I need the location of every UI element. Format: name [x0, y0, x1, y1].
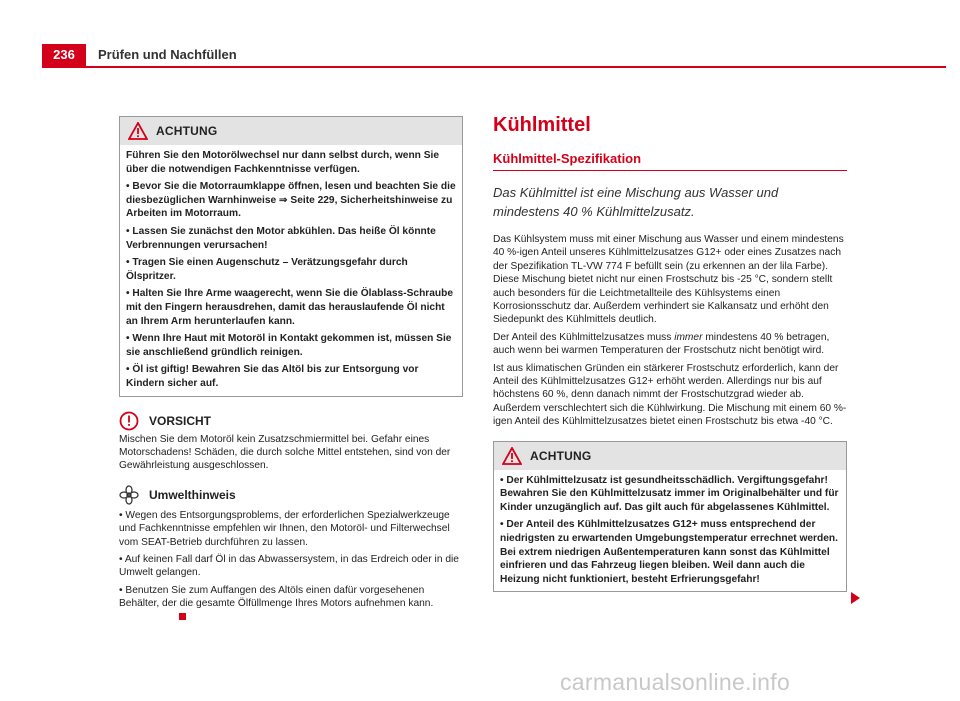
- caution-circle-icon: [119, 411, 139, 431]
- anteil-emphasis: immer: [674, 331, 703, 343]
- achtung-box-coolant: [493, 441, 847, 593]
- page-number: 236: [42, 44, 86, 66]
- left-column: [119, 116, 463, 628]
- achtung-box-oil: [119, 116, 463, 397]
- warning-triangle-icon: [502, 447, 522, 465]
- achtung-title: ACHTUNG: [156, 124, 218, 138]
- body-text: [493, 233, 847, 429]
- achtung-paragraph: • Der Anteil des Kühlmittelzusatzes G12+ muss entsprechend der niedrigsten zu erwartenden Umgebungstemperatur errechnet werden. Bei extrem niedrigen Außentemperaturen kann sonst das Kühlmittel einfrieren und das Fahrzeug liegen bleiben. Weil dann auch die Heizung nicht funktioniert, besteht Erfrierungsgefahr!: [500, 519, 838, 585]
- achtung-paragraph: • Lassen Sie zunächst den Motor abkühlen. Das heiße Öl könnte Verbrennungen verursachen!: [126, 225, 436, 251]
- achtung-paragraph: • Halten Sie Ihre Arme waagerecht, wenn Sie die Ölablass-Schraube mit den Fingern herausdrehen, damit das herauslaufende Öl nicht an Ihrem Arm herunterlaufen kann.: [126, 288, 454, 327]
- page-header: [42, 44, 946, 68]
- umwelt-paragraph: • Auf keinen Fall darf Öl in das Abwassersystem, in das Erdreich oder in die Umwelt gelangen.: [119, 553, 459, 579]
- umwelt-paragraph: • Wegen des Entsorgungsproblems, der erforderlichen Spezialwerkzeuge und Fachkenntnisse empfehlen wir Ihnen, den Motoröl- und Filterwechsel vom SEAT-Betrieb durchführen zu lassen.: [119, 509, 450, 548]
- lead-text: Das Kühlmittel ist eine Mischung aus Wasser und mindestens 40 % Kühlmittelzusatz.: [493, 185, 779, 219]
- achtung-box-body: [494, 470, 846, 592]
- umwelt-paragraph: [119, 584, 463, 624]
- achtung-box-header: [494, 442, 846, 470]
- achtung-title: ACHTUNG: [530, 448, 592, 463]
- subsection-title: Kühlmittel-Spezifikation: [493, 151, 847, 171]
- achtung-box-body: [120, 145, 462, 396]
- watermark: carmanualsonline.info: [560, 669, 791, 695]
- achtung-paragraph: • Bevor Sie die Motorraumklappe öffnen, lesen und beachten Sie die diesbezüglichen Warnhinweise ⇒ Seite 229, Sicherheitshinweise zu Arbeiten im Motorraum.: [126, 181, 456, 220]
- section-title: Kühlmittel: [493, 114, 591, 136]
- vorsicht-title: VORSICHT: [149, 413, 212, 428]
- right-column: [493, 114, 847, 592]
- vorsicht-heading: [119, 411, 463, 431]
- achtung-paragraph: • Öl ist giftig! Bewahren Sie das Altöl bis zur Entsorgung vor Kindern sicher auf.: [126, 364, 419, 389]
- achtung-paragraph: Führen Sie den Motorölwechsel nur dann selbst durch, wenn Sie über die notwendigen Fachkenntnisse verfügen.: [126, 150, 440, 175]
- body-paragraph-anteil: [493, 331, 847, 358]
- umwelt-text: [119, 509, 463, 624]
- flower-environment-icon: [119, 485, 139, 505]
- achtung-box-header: [120, 117, 462, 145]
- chapter-title: Prüfen und Nachfüllen: [98, 47, 237, 62]
- achtung-paragraph: • Tragen Sie einen Augenschutz – Verätzungsgefahr durch Ölspritzer.: [126, 257, 408, 282]
- warning-triangle-icon: [128, 122, 148, 140]
- umwelt-paragraph-text: • Benutzen Sie zum Auffangen des Altöls einen dafür vorgesehenen Behälter, der die gesamte Ölfüllmenge Ihres Motors aufnehmen kann.: [119, 584, 434, 610]
- achtung-paragraph: • Der Kühlmittelzusatz ist gesundheitsschädlich. Vergiftungsgefahr! Bewahren Sie den Kühlmittelzusatz immer im Originalbehälter und für Kinder unzugänglich auf. Das gilt auch für abgelassenes Kühlmittel.: [500, 474, 839, 513]
- vorsicht-paragraph: Mischen Sie dem Motoröl kein Zusatzschmiermittel bei. Gefahr eines Motorschadens! Schäden, die durch solche Mittel entstehen, sind von der Gewährleistung ausgeschlossen.: [119, 433, 451, 472]
- anteil-text-after: mindestens 40 % betragen, auch wenn bei warmen Temperaturen der Frostschutz nicht benötigt wird.: [493, 331, 830, 357]
- umwelt-title: Umwelthinweis: [149, 487, 236, 502]
- end-of-section-marker: [179, 613, 186, 620]
- body-paragraph: Das Kühlsystem muss mit einer Mischung aus Wasser und einem mindestens 40 %-igen Anteil unseres Kühlmittelzusatzes G12+ oder eines Zusatzes nach der Spezifikation TL-VW 774 F befüllt sein (zu erkennen an der lila Farbe). Diese Mischung bietet nicht nur einen Frostschutz bis -25 °C, sondern stellt auch besonders für die Leichtmetallteile des Kühlsystems einen Korrosionsschutz dar. Außerdem verhindert sie Kalkansatz und erhöht den Siedepunkt des Kühlmittels deutlich.: [493, 234, 844, 326]
- achtung-paragraph: • Wenn Ihre Haut mit Motoröl in Kontakt gekommen ist, müssen Sie sie anschließend gründlich reinigen.: [126, 333, 452, 358]
- umwelt-heading: [119, 485, 463, 505]
- continue-arrow-icon: [851, 592, 860, 604]
- anteil-text-before: Der Anteil des Kühlmittelzusatzes muss: [493, 331, 675, 343]
- body-paragraph: Ist aus klimatischen Gründen ein stärkerer Frostschutz erforderlich, kann der Anteil des Kühlmittelzusatzes G12+ erhöht werden. Allerdings nur bis auf höchstens 60 %, denn danach nimmt der Frostschutzgrad wieder ab. Außerdem verschlechtert sich die Kühlwirkung. Die Mischung mit einem 60 %-igen Anteil des Kühlmittelzusatzes bietet einen Frostschutz bis etwa -40 °C.: [493, 362, 847, 428]
- vorsicht-text: [119, 433, 463, 473]
